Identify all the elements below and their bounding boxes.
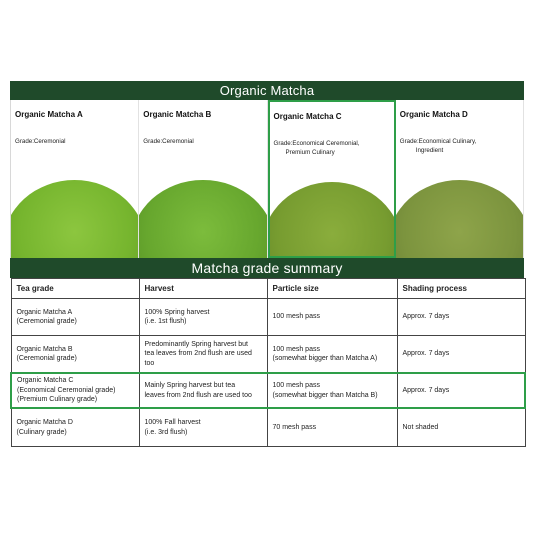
table-cell [139, 299, 267, 336]
cell-line: too [144, 359, 155, 367]
table-cell [267, 373, 397, 408]
product-name: Organic Matcha A [15, 110, 83, 119]
product-card-a [11, 100, 139, 258]
matcha-powder-image [396, 180, 524, 258]
cell-line: (Premium Culinary grade) [17, 396, 98, 404]
cell-line: (somewhat bigger than Matcha A) [272, 355, 378, 362]
table-header-row [11, 279, 525, 299]
cell-line: 100% Spring harvest [144, 308, 210, 316]
product-grade [274, 140, 390, 157]
table-row-highlighted [11, 373, 525, 408]
product-name: Organic Matcha D [399, 110, 468, 119]
matcha-powder-image [11, 180, 139, 258]
product-name: Organic Matcha C [273, 112, 342, 121]
grade-line: Grade:Ceremonial [15, 138, 66, 145]
grade-line: Grade:Ceremonial [143, 138, 194, 145]
cell-line: (Culinary grade) [16, 428, 67, 436]
product-grade [400, 138, 519, 155]
table-cell [11, 336, 139, 374]
column-header: Harvest [139, 279, 267, 299]
table-cell [397, 299, 525, 336]
cell-line: 100 mesh pass [272, 345, 320, 353]
matcha-comparison-sheet [10, 81, 524, 447]
cell-line: Predominantly Spring harvest but [144, 340, 248, 348]
cell-line: 100 mesh pass [272, 382, 320, 389]
cell-line: Not shaded [402, 423, 439, 431]
summary-header: Matcha grade summary [10, 258, 524, 278]
table-cell [139, 336, 267, 374]
product-gallery [10, 100, 524, 258]
table-cell [397, 373, 525, 408]
product-grade [143, 138, 262, 147]
product-name: Organic Matcha B [143, 110, 212, 119]
organic-matcha-header: Organic Matcha [10, 81, 524, 100]
table-row [11, 299, 525, 336]
cell-line: (i.e. 3rd flush) [144, 428, 188, 436]
cell-line: (Ceremonial grade) [16, 318, 77, 325]
cell-line: (Ceremonial grade) [16, 355, 77, 362]
cell-line: leaves from 2nd flush are used too [144, 391, 252, 399]
cell-line: 70 mesh pass [272, 423, 317, 431]
table-row [11, 336, 525, 374]
product-grade [15, 138, 134, 147]
cell-line: Organic Matcha B [16, 345, 73, 353]
cell-line: Approx. 7 days [402, 386, 450, 394]
grade-line: Ingredient [415, 146, 444, 154]
column-header: Shading process [397, 279, 525, 299]
product-card-d [396, 100, 524, 258]
cell-line: Organic Matcha C [17, 377, 74, 385]
cell-line: tea leaves from 2nd flush are used [144, 350, 252, 358]
table-cell [11, 408, 139, 447]
table-cell [267, 299, 397, 336]
product-card-b [139, 100, 267, 258]
cell-line: (Economical Ceremonial grade) [17, 386, 116, 394]
table-cell [267, 408, 397, 447]
table-row [11, 408, 525, 447]
cell-line: 100% Fall harvest [144, 419, 201, 426]
grade-line: Grade:Economical Ceremonial, [273, 140, 360, 147]
cell-line: Organic Matcha A [16, 308, 73, 316]
grade-summary-table [10, 278, 526, 447]
cell-line: Organic Matcha D [16, 419, 73, 426]
grade-line: Grade:Economical Culinary, [399, 138, 477, 145]
table-cell [267, 336, 397, 374]
cell-line: 100 mesh pass [272, 313, 320, 321]
matcha-powder-image [268, 182, 396, 258]
cell-line: Approx. 7 days [402, 350, 450, 358]
table-cell [139, 373, 267, 408]
table-cell [11, 373, 139, 408]
matcha-powder-image [139, 180, 267, 258]
table-cell [11, 299, 139, 336]
product-card-c [268, 100, 396, 258]
column-header: Particle size [267, 279, 397, 299]
table-cell [397, 336, 525, 374]
table-cell [397, 408, 525, 447]
cell-line: Approx. 7 days [402, 313, 450, 321]
column-header: Tea grade [11, 279, 139, 299]
cell-line: (somewhat bigger than Matcha B) [272, 391, 378, 399]
cell-line: (i.e. 1st flush) [144, 318, 187, 325]
grade-line: Premium Culinary [285, 148, 335, 156]
table-cell [139, 408, 267, 447]
cell-line: Mainly Spring harvest but tea [144, 382, 236, 389]
